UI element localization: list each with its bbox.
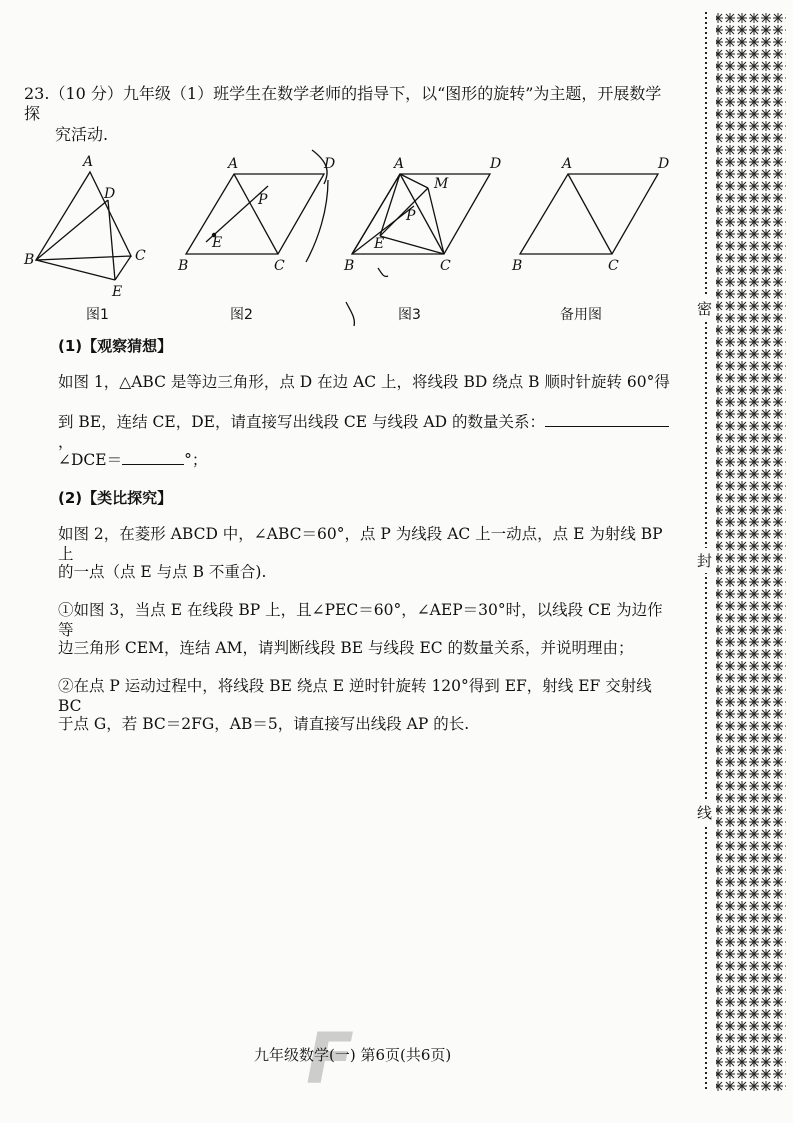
- caption-figure-spare: 备用图: [560, 307, 602, 323]
- label-d: D: [324, 156, 336, 172]
- label-m: M: [434, 176, 449, 192]
- figure-1-diagram: [24, 150, 168, 300]
- label-b: B: [24, 252, 35, 268]
- label-e: E: [374, 236, 385, 252]
- rhombus-abcd: [520, 174, 658, 254]
- label-b: B: [512, 258, 523, 274]
- part1-text-b: 到 BE，连结 CE，DE，请直接写出线段 CE 与线段 AD 的数量关系：: [58, 413, 545, 431]
- watermark-logo: F: [306, 1018, 354, 1100]
- label-d: D: [104, 186, 116, 202]
- part2-line3: ①如图 3，当点 E 在线段 BP 上，且∠PEC＝60°，∠AEP＝30°时，以线段 CE 为边作等: [58, 601, 663, 639]
- seal-char-3: 线: [697, 800, 712, 825]
- part2-line5: ②在点 P 运动过程中，将线段 BE 绕点 E 逆时针旋转 120°得到 EF，射线 EF 交射线 BC: [58, 677, 652, 715]
- label-b: B: [344, 258, 355, 274]
- rhombus-abcd: [352, 174, 490, 254]
- label-a: A: [83, 154, 94, 170]
- figure-3: [344, 150, 514, 344]
- label-d: D: [490, 156, 502, 172]
- part2-line2: 的一点（点 E 与点 B 不重合).: [58, 563, 267, 581]
- caption-figure-3: 图3: [398, 307, 421, 323]
- figure-spare-diagram: [512, 150, 682, 290]
- figure-1: [24, 150, 168, 304]
- label-p: P: [258, 192, 268, 208]
- question-stem-line2: 究活动.: [55, 125, 109, 144]
- label-p: P: [406, 208, 416, 224]
- figure-spare: [512, 150, 682, 294]
- label-b: B: [178, 258, 189, 274]
- question-stem-line1: 23.（10 分）九年级（1）班学生在数学老师的指导下，以“图形的旋转”为主题，开展数学探: [24, 84, 662, 123]
- pen-mark: [378, 268, 388, 277]
- figure-2: [178, 150, 348, 294]
- part2-line1: 如图 2，在菱形 ABCD 中，∠ABC＝60°，点 P 为线段 AC 上一动点，点 E 为射线 BP 上: [58, 525, 663, 563]
- diagonal-ac: [234, 174, 278, 254]
- label-c: C: [440, 258, 451, 274]
- label-a: A: [562, 156, 573, 172]
- part2-line6: 于点 G，若 BC＝2FG，AB＝5，请直接写出线段 AP 的长.: [58, 715, 470, 733]
- part1-text-b-end: ，: [58, 433, 74, 451]
- part1-text-c-row: [58, 450, 678, 470]
- segment-ce: [115, 256, 131, 280]
- part2-line4: 边三角形 CEM，连结 AM，请判断线段 BE 与线段 EC 的数量关系，并说明理由；: [58, 639, 634, 657]
- answer-blank-angle[interactable]: [122, 450, 184, 465]
- label-a: A: [228, 156, 239, 172]
- binding-strip: [700, 12, 790, 1092]
- part1-text-a: 如图 1，△ABC 是等边三角形，点 D 在边 AC 上，将线段 BD 绕点 B 顺时针旋转 60°得: [58, 373, 670, 391]
- label-a: A: [394, 156, 405, 172]
- seal-char-2: 封: [697, 548, 712, 573]
- caption-figure-2: 图2: [230, 307, 253, 323]
- answer-blank-relation[interactable]: [545, 412, 669, 427]
- label-e: E: [212, 235, 223, 251]
- diagonal-ac: [568, 174, 612, 254]
- label-e: E: [112, 284, 123, 300]
- part2-heading: (2)【类比探究】: [58, 489, 173, 507]
- caption-figure-1: 图1: [86, 307, 109, 323]
- segment-bd: [36, 200, 108, 260]
- binding-pattern: [700, 12, 790, 1092]
- part1-text-c: ∠DCE＝: [58, 451, 123, 469]
- part1-heading: (1)【观察猜想】: [58, 337, 173, 355]
- segment-mc: [428, 188, 444, 254]
- part1-text-c-end: °；: [184, 451, 208, 469]
- label-d: D: [658, 156, 670, 172]
- segment-de: [108, 200, 115, 280]
- triangle-abc: [36, 172, 131, 260]
- page-footer: 九年级数学(一) 第6页(共6页): [254, 1046, 452, 1064]
- pen-mark-2: [346, 302, 354, 326]
- label-c: C: [135, 248, 146, 264]
- segment-be: [36, 260, 115, 280]
- part1-text-b-row: [58, 412, 678, 452]
- seal-char-1: 密: [697, 296, 712, 321]
- figure-3-diagram: [344, 150, 514, 340]
- segment-ec: [380, 236, 444, 254]
- label-c: C: [608, 258, 619, 274]
- label-c: C: [274, 258, 285, 274]
- figure-2-diagram: [178, 150, 348, 290]
- arc-mark-2: [306, 180, 328, 262]
